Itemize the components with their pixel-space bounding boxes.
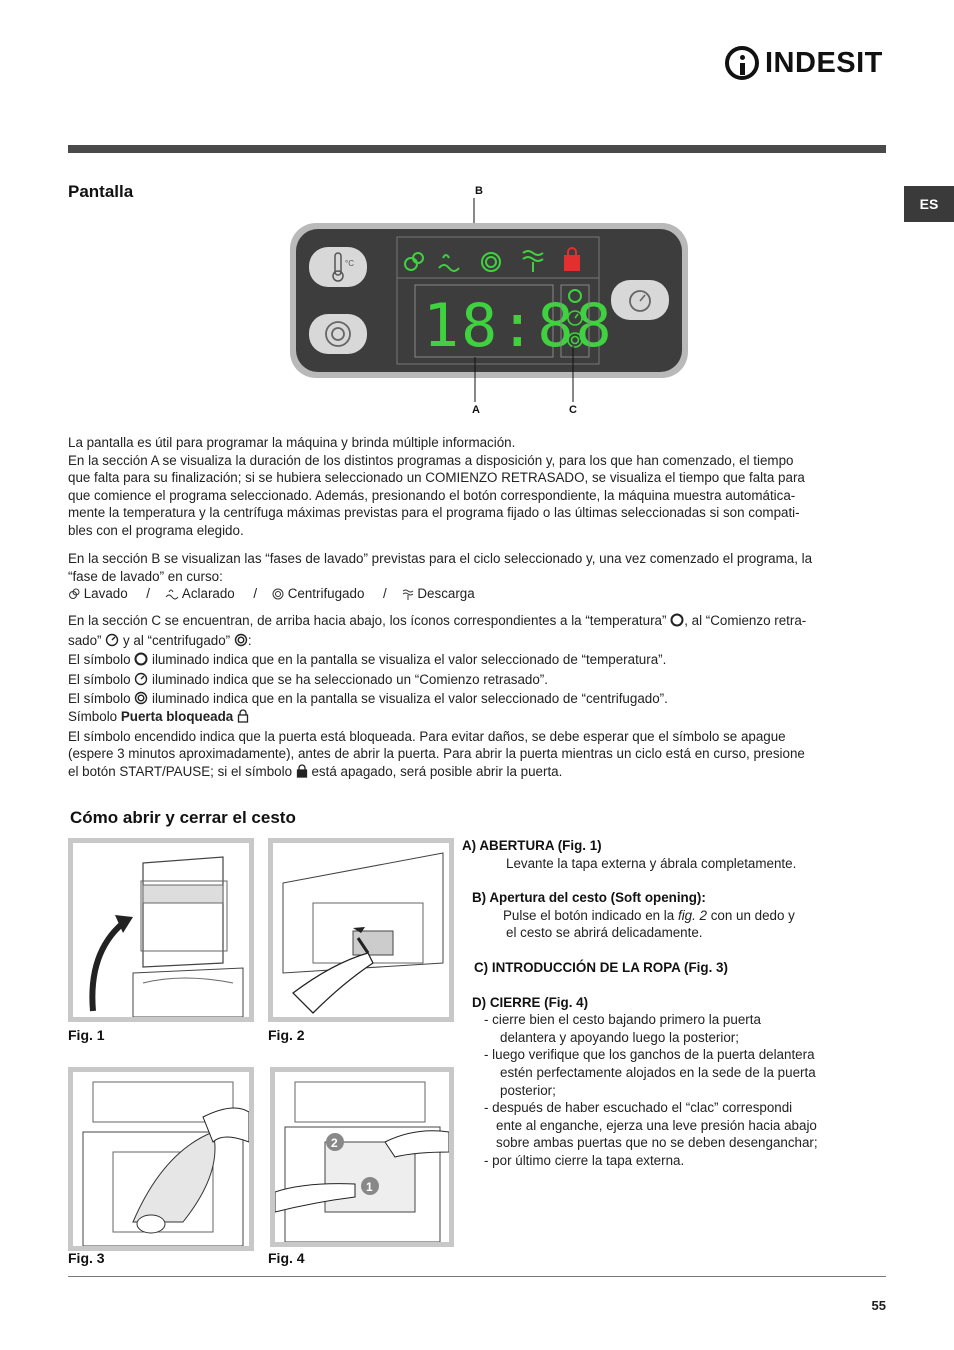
text-span: iluminado indica que en la pantalla se visualiza el valor seleccionado de “temperatura”. <box>151 652 667 668</box>
text-line: - después de haber escuchado el “clac” correspondi <box>484 1100 793 1116</box>
pantalla-paragraph-1 <box>68 434 888 540</box>
phases-line <box>68 585 888 605</box>
page-number: 55 <box>871 1298 886 1313</box>
text-line: bles con el programa elegido. <box>68 522 244 538</box>
step-c-title: C) INTRODUCCIÓN DE LA ROPA (Fig. 3) <box>474 959 728 975</box>
svg-text:°C: °C <box>345 259 354 268</box>
text-line: (espere 3 minutos aproximadamente), antes de abrir la puerta. Para abrir la puerta mientras un ciclo está en curso, presione <box>68 746 805 762</box>
indesit-logo <box>725 42 890 84</box>
phase-aclarado: Aclarado <box>181 586 235 602</box>
text-line: que falta para su finalización; si se hubiera seleccionado un COMIENZO RETRASADO, se visualiza el tiempo que falta para <box>68 470 805 486</box>
cesto-steps <box>462 837 882 1170</box>
text-span: Pulse el botón indicado en la <box>503 907 675 923</box>
text-span: iluminado indica que se ha seleccionado un “Comienzo retrasado”. <box>151 671 548 687</box>
text-line: sobre ambas puertas que no se deben desenganchar; <box>496 1135 818 1151</box>
text-span: , al “Comienzo retra- <box>684 613 807 628</box>
wash-icon <box>68 587 80 605</box>
pantalla-paragraph-4 <box>68 708 888 782</box>
text-span: El símbolo <box>68 671 131 687</box>
text-line: ente al enganche, ejerza una leve presión hacia abajo <box>496 1117 817 1133</box>
separator: / <box>146 586 151 602</box>
label-a: A <box>472 404 480 416</box>
text-span: sado” <box>68 632 102 648</box>
step-d-item-4 <box>462 1152 882 1170</box>
text-span: el botón START/PAUSE; si el símbolo <box>68 763 293 779</box>
drain-icon <box>402 587 414 605</box>
text-span: y al “centrifugado” <box>122 632 231 648</box>
delay-clock-icon <box>134 672 148 691</box>
text-line: mente la temperatura y la centrífuga máximas previstas para el programa fijado o las últimas seleccionadas si son compati- <box>68 505 800 521</box>
text-span: Símbolo <box>68 709 118 724</box>
step-d-item-1 <box>462 1011 882 1046</box>
text-line: En la sección B se visualizan las “fases de lavado” previstas para el ciclo seleccionado y, una vez comenzado el programa, la <box>68 551 813 566</box>
text-line <box>68 763 888 783</box>
text-span: con un dedo y <box>710 907 795 923</box>
svg-text:2: 2 <box>331 1136 338 1150</box>
label-b: B <box>475 185 483 197</box>
text-line <box>68 671 888 691</box>
svg-text:1: 1 <box>366 1180 373 1194</box>
pantalla-paragraph-3 <box>68 612 888 710</box>
figure-4 <box>270 1067 454 1247</box>
text-line <box>68 708 888 728</box>
rinse-icon <box>165 587 179 605</box>
step-d-item-2 <box>462 1046 882 1099</box>
language-tab: ES <box>904 186 954 222</box>
step-a-title: A) ABERTURA (Fig. 1) <box>462 838 602 853</box>
phase-descarga: Descarga <box>417 586 475 602</box>
step-b-text-1 <box>462 907 882 925</box>
text-span: : <box>247 632 252 648</box>
text-line: - cierre bien el cesto bajando primero la puerta <box>484 1012 761 1028</box>
pantalla-title: Pantalla <box>68 182 134 201</box>
text-line: La pantalla es útil para programar la máquina y brinda múltiple información. <box>68 435 516 450</box>
text-span: Puerta bloqueada <box>120 709 234 724</box>
text-span: En la sección C se encuentran, de arriba hacia abajo, los íconos correspondientes a la “temperatura” <box>68 613 667 628</box>
figure-1-label: Fig. 1 <box>68 1027 105 1043</box>
text-span: El símbolo <box>68 652 131 668</box>
separator: / <box>253 586 258 602</box>
footer-rule <box>68 1276 886 1277</box>
delay-clock-icon <box>105 633 119 652</box>
step-b-title: B) Apertura del cesto (Soft opening): <box>472 890 706 906</box>
figure-4-label: Fig. 4 <box>268 1250 305 1266</box>
text-span: está apagado, será posible abrir la puerta. <box>311 763 563 779</box>
figure-2-label: Fig. 2 <box>268 1027 305 1043</box>
step-d-title: D) CIERRE (Fig. 4) <box>472 994 589 1010</box>
spin-button <box>309 314 367 354</box>
padlock-icon <box>296 764 308 783</box>
time-display: 18:88 <box>423 291 614 361</box>
text-span: iluminado indica que en la pantalla se visualiza el valor seleccionado de “centrifugado”. <box>151 691 668 707</box>
separator: / <box>383 586 387 602</box>
text-line: “fase de lavado” en curso: <box>68 568 223 584</box>
display-panel-diagram <box>285 180 695 420</box>
figure-1 <box>68 838 254 1022</box>
spin-icon <box>272 587 284 605</box>
step-b-text-2: el cesto se abrirá delicadamente. <box>506 925 703 941</box>
text-line: posterior; <box>500 1082 556 1098</box>
text-span: El símbolo <box>68 691 131 707</box>
text-line <box>68 651 888 671</box>
text-line: - luego verifique que los ganchos de la puerta delantera <box>484 1047 815 1063</box>
brand-info-icon <box>725 46 759 80</box>
text-line <box>68 632 888 652</box>
figure-3-label: Fig. 3 <box>68 1250 105 1266</box>
figure-2 <box>268 838 454 1022</box>
figure-3 <box>68 1067 254 1251</box>
delay-start-button <box>611 280 669 320</box>
temperature-button <box>309 247 367 287</box>
text-line: En la sección A se visualiza la duración de los distintos programas a disposición y, para los que han comenzado, el tiempo <box>68 452 794 468</box>
temperature-ring-icon <box>134 652 148 671</box>
label-c: C <box>569 404 577 416</box>
pantalla-paragraph-2 <box>68 550 888 605</box>
phase-lavado: Lavado <box>83 586 128 602</box>
text-span: fig. 2 <box>677 907 707 923</box>
spin-ring-icon <box>234 633 248 652</box>
text-line: delantera y apoyando luego la posterior; <box>500 1029 739 1045</box>
text-line: que comience el programa seleccionado. Además, presionando el botón correspondiente, la máquina muestra automática- <box>68 487 796 503</box>
text-line <box>68 612 888 632</box>
step-d-item-3 <box>462 1099 882 1152</box>
padlock-icon <box>237 709 249 728</box>
phase-centrifugado: Centrifugado <box>287 586 365 602</box>
temperature-ring-icon <box>670 613 684 632</box>
step-a-text: Levante la tapa externa y ábrala completamente. <box>506 855 797 871</box>
cesto-title: Cómo abrir y cerrar el cesto <box>70 808 296 827</box>
section-divider-bar <box>68 145 886 153</box>
text-line: - por último cierre la tapa externa. <box>484 1152 685 1168</box>
brand-name: INDESIT <box>765 46 883 79</box>
text-line: El símbolo encendido indica que la puerta está bloqueada. Para evitar daños, se debe esperar que el símbolo se apague <box>68 728 786 744</box>
text-line: estén perfectamente alojados en la sede de la puerta <box>500 1064 816 1080</box>
